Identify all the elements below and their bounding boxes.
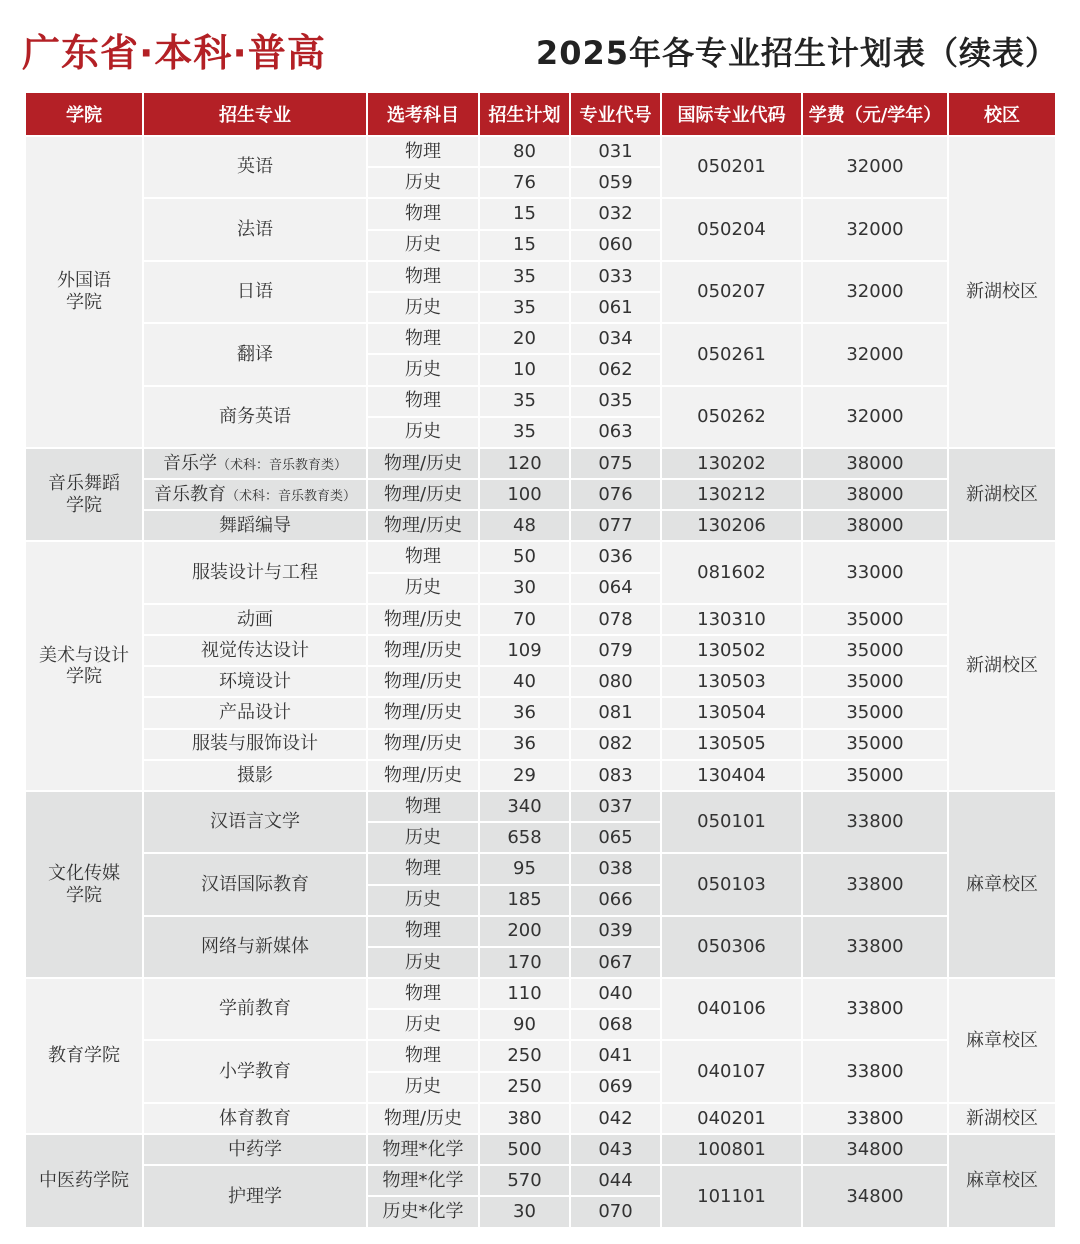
plan: 90 <box>479 1009 570 1040</box>
fee: 34800 <box>802 1134 948 1165</box>
group-foreign-languages <box>25 136 1056 448</box>
intl-code: 100801 <box>661 1134 802 1165</box>
major-name: 网络与新媒体 <box>143 916 367 978</box>
col-header-college: 学院 <box>25 92 143 136</box>
table-row <box>25 261 1056 292</box>
intl-code: 040106 <box>661 978 802 1040</box>
table-row <box>25 635 1056 666</box>
major-name <box>143 479 367 510</box>
plan: 109 <box>479 635 570 666</box>
major-no: 068 <box>570 1009 661 1040</box>
major-name: 动画 <box>143 604 367 635</box>
major-no: 062 <box>570 354 661 385</box>
col-header-fee: 学费（元/学年） <box>802 92 948 136</box>
major-name: 摄影 <box>143 760 367 791</box>
major-name: 服装设计与工程 <box>143 541 367 603</box>
intl-code: 050103 <box>661 853 802 915</box>
major-label: 音乐学 <box>162 452 217 474</box>
subject: 物理*化学 <box>367 1134 479 1165</box>
table-row <box>25 1134 1056 1165</box>
major-no: 067 <box>570 947 661 978</box>
table-row <box>25 604 1056 635</box>
fee: 33800 <box>802 1103 948 1134</box>
subject: 物理 <box>367 261 479 292</box>
major-no: 044 <box>570 1165 661 1196</box>
fee: 38000 <box>802 448 948 479</box>
plan: 15 <box>479 198 570 229</box>
plan: 250 <box>479 1040 570 1071</box>
subject: 物理/历史 <box>367 760 479 791</box>
group-art-design <box>25 541 1056 791</box>
major-no: 037 <box>570 791 661 822</box>
table-row <box>25 541 1056 572</box>
subject: 物理 <box>367 853 479 884</box>
table-row <box>25 697 1056 728</box>
major-name: 学前教育 <box>143 978 367 1040</box>
major-no: 040 <box>570 978 661 1009</box>
plan: 15 <box>479 230 570 261</box>
page-title: 2025年各专业招生计划表（续表） <box>535 34 1058 72</box>
campus: 新湖校区 <box>948 1103 1056 1134</box>
subject: 历史*化学 <box>367 1196 479 1227</box>
major-name: 商务英语 <box>143 386 367 448</box>
major-no: 082 <box>570 729 661 760</box>
subject: 历史 <box>367 1009 479 1040</box>
major-no: 031 <box>570 136 661 167</box>
table-row <box>25 510 1056 541</box>
major-no: 033 <box>570 261 661 292</box>
subject: 历史 <box>367 1072 479 1103</box>
fee: 33800 <box>802 916 948 978</box>
table-row <box>25 323 1056 354</box>
major-no: 043 <box>570 1134 661 1165</box>
table-row <box>25 760 1056 791</box>
plan: 20 <box>479 323 570 354</box>
subject: 物理 <box>367 323 479 354</box>
plan: 570 <box>479 1165 570 1196</box>
major-no: 080 <box>570 666 661 697</box>
fee: 38000 <box>802 510 948 541</box>
plan: 48 <box>479 510 570 541</box>
major-note: （术科：音乐教育类） <box>216 457 347 473</box>
subject: 历史 <box>367 822 479 853</box>
college-label: 美术与设计 学院 <box>39 644 129 688</box>
intl-code: 130502 <box>661 635 802 666</box>
subject: 历史 <box>367 417 479 448</box>
major-no: 076 <box>570 479 661 510</box>
major-no: 078 <box>570 604 661 635</box>
subject: 物理/历史 <box>367 697 479 728</box>
college-name <box>25 791 143 978</box>
subject: 物理/历史 <box>367 666 479 697</box>
fee: 35000 <box>802 666 948 697</box>
college-name <box>25 448 143 542</box>
major-no: 083 <box>570 760 661 791</box>
intl-code: 040201 <box>661 1103 802 1134</box>
major-no: 042 <box>570 1103 661 1134</box>
table-row <box>25 791 1056 822</box>
subject: 物理 <box>367 791 479 822</box>
table-row <box>25 479 1056 510</box>
plan: 36 <box>479 697 570 728</box>
major-no: 034 <box>570 323 661 354</box>
plan: 658 <box>479 822 570 853</box>
major-no: 079 <box>570 635 661 666</box>
major-no: 065 <box>570 822 661 853</box>
major-name: 护理学 <box>143 1165 367 1227</box>
table-row <box>25 198 1056 229</box>
major-name <box>143 448 367 479</box>
plan: 80 <box>479 136 570 167</box>
intl-code: 050261 <box>661 323 802 385</box>
plan: 40 <box>479 666 570 697</box>
major-label: 音乐教育 <box>153 483 226 505</box>
plan: 35 <box>479 261 570 292</box>
major-no: 059 <box>570 167 661 198</box>
group-tcm <box>25 1134 1056 1228</box>
group-music-dance <box>25 448 1056 542</box>
plan: 95 <box>479 853 570 884</box>
fee: 38000 <box>802 479 948 510</box>
plan: 185 <box>479 885 570 916</box>
group-education <box>25 978 1056 1134</box>
major-name: 法语 <box>143 198 367 260</box>
subject: 物理 <box>367 978 479 1009</box>
table-header-row <box>25 92 1056 136</box>
fee: 32000 <box>802 261 948 323</box>
major-name: 小学教育 <box>143 1040 367 1102</box>
fee: 32000 <box>802 136 948 198</box>
plan: 120 <box>479 448 570 479</box>
major-no: 060 <box>570 230 661 261</box>
intl-code: 130504 <box>661 697 802 728</box>
campus: 麻章校区 <box>948 1134 1056 1228</box>
major-no: 069 <box>570 1072 661 1103</box>
col-header-major-no: 专业代号 <box>570 92 661 136</box>
intl-code: 050262 <box>661 386 802 448</box>
table-row <box>25 386 1056 417</box>
fee: 32000 <box>802 198 948 260</box>
fee: 33800 <box>802 791 948 853</box>
table-row <box>25 1040 1056 1071</box>
col-header-subject: 选考科目 <box>367 92 479 136</box>
college-name <box>25 136 143 448</box>
major-no: 035 <box>570 386 661 417</box>
plan: 100 <box>479 479 570 510</box>
major-no: 061 <box>570 292 661 323</box>
intl-code: 050204 <box>661 198 802 260</box>
major-name: 英语 <box>143 136 367 198</box>
intl-code: 130505 <box>661 729 802 760</box>
major-note: （术科：音乐教育类） <box>225 488 356 504</box>
subject: 物理 <box>367 916 479 947</box>
college-name: 中医药学院 <box>25 1134 143 1228</box>
plan: 35 <box>479 292 570 323</box>
college-label: 外国语 学院 <box>57 270 111 313</box>
major-name: 汉语言文学 <box>143 791 367 853</box>
major-name: 服装与服饰设计 <box>143 729 367 760</box>
intl-code: 081602 <box>661 541 802 603</box>
plan: 70 <box>479 604 570 635</box>
subject: 物理/历史 <box>367 479 479 510</box>
col-header-major: 招生专业 <box>143 92 367 136</box>
plan: 200 <box>479 916 570 947</box>
plan: 340 <box>479 791 570 822</box>
table-row <box>25 136 1056 167</box>
subject: 物理 <box>367 386 479 417</box>
subject: 历史 <box>367 885 479 916</box>
subject: 物理 <box>367 1040 479 1071</box>
col-header-intl-code: 国际专业代码 <box>661 92 802 136</box>
fee: 32000 <box>802 386 948 448</box>
table-row <box>25 729 1056 760</box>
intl-code: 130310 <box>661 604 802 635</box>
major-name: 环境设计 <box>143 666 367 697</box>
plan: 35 <box>479 417 570 448</box>
subject: 历史 <box>367 292 479 323</box>
subject: 历史 <box>367 573 479 604</box>
college-name: 教育学院 <box>25 978 143 1134</box>
fee: 35000 <box>802 729 948 760</box>
major-no: 038 <box>570 853 661 884</box>
subject: 物理 <box>367 198 479 229</box>
plan: 76 <box>479 167 570 198</box>
major-name: 翻译 <box>143 323 367 385</box>
table-row <box>25 1103 1056 1134</box>
subject: 物理 <box>367 541 479 572</box>
campus: 新湖校区 <box>948 541 1056 791</box>
fee: 35000 <box>802 635 948 666</box>
intl-code: 130212 <box>661 479 802 510</box>
campus: 新湖校区 <box>948 136 1056 448</box>
plan: 36 <box>479 729 570 760</box>
major-no: 032 <box>570 198 661 229</box>
group-culture-media <box>25 791 1056 978</box>
plan: 380 <box>479 1103 570 1134</box>
subject: 物理/历史 <box>367 604 479 635</box>
intl-code: 101101 <box>661 1165 802 1227</box>
campus: 麻章校区 <box>948 978 1056 1103</box>
fee: 34800 <box>802 1165 948 1227</box>
page-header <box>0 0 1080 90</box>
intl-code: 050201 <box>661 136 802 198</box>
major-no: 063 <box>570 417 661 448</box>
fee: 35000 <box>802 760 948 791</box>
college-name <box>25 541 143 791</box>
fee: 33000 <box>802 541 948 603</box>
plan: 10 <box>479 354 570 385</box>
major-name: 视觉传达设计 <box>143 635 367 666</box>
plan: 50 <box>479 541 570 572</box>
table-row <box>25 666 1056 697</box>
table-row <box>25 853 1056 884</box>
table-row <box>25 448 1056 479</box>
plan: 170 <box>479 947 570 978</box>
subject: 历史 <box>367 230 479 261</box>
major-name: 日语 <box>143 261 367 323</box>
fee: 35000 <box>802 697 948 728</box>
plan: 30 <box>479 1196 570 1227</box>
subject: 物理 <box>367 136 479 167</box>
subject: 物理/历史 <box>367 448 479 479</box>
subject: 历史 <box>367 354 479 385</box>
major-name: 产品设计 <box>143 697 367 728</box>
plan: 35 <box>479 386 570 417</box>
intl-code: 130503 <box>661 666 802 697</box>
fee: 33800 <box>802 853 948 915</box>
intl-code: 040107 <box>661 1040 802 1102</box>
campus: 新湖校区 <box>948 448 1056 542</box>
fee: 33800 <box>802 1040 948 1102</box>
plan: 110 <box>479 978 570 1009</box>
major-no: 036 <box>570 541 661 572</box>
intl-code: 050101 <box>661 791 802 853</box>
subject: 物理/历史 <box>367 1103 479 1134</box>
major-no: 081 <box>570 697 661 728</box>
plan: 500 <box>479 1134 570 1165</box>
plan: 30 <box>479 573 570 604</box>
major-name: 汉语国际教育 <box>143 853 367 915</box>
subject: 历史 <box>367 947 479 978</box>
major-name: 中药学 <box>143 1134 367 1165</box>
fee: 33800 <box>802 978 948 1040</box>
plan: 250 <box>479 1072 570 1103</box>
major-name: 舞蹈编导 <box>143 510 367 541</box>
brand-title: 广东省·本科·普高 <box>22 31 326 75</box>
major-no: 039 <box>570 916 661 947</box>
subject: 物理/历史 <box>367 635 479 666</box>
campus: 麻章校区 <box>948 791 1056 978</box>
subject: 物理/历史 <box>367 729 479 760</box>
col-header-campus: 校区 <box>948 92 1056 136</box>
fee: 32000 <box>802 323 948 385</box>
table-row <box>25 1165 1056 1196</box>
major-no: 077 <box>570 510 661 541</box>
subject: 物理/历史 <box>367 510 479 541</box>
major-no: 066 <box>570 885 661 916</box>
table-row <box>25 978 1056 1009</box>
major-name: 体育教育 <box>143 1103 367 1134</box>
major-no: 041 <box>570 1040 661 1071</box>
intl-code: 050306 <box>661 916 802 978</box>
plan: 29 <box>479 760 570 791</box>
fee: 35000 <box>802 604 948 635</box>
major-no: 070 <box>570 1196 661 1227</box>
subject: 物理*化学 <box>367 1165 479 1196</box>
intl-code: 130206 <box>661 510 802 541</box>
table-row <box>25 916 1056 947</box>
college-label: 音乐舞蹈 学院 <box>48 473 120 516</box>
col-header-plan: 招生计划 <box>479 92 570 136</box>
major-no: 064 <box>570 573 661 604</box>
subject: 历史 <box>367 167 479 198</box>
enrollment-plan-table <box>24 91 1057 1229</box>
college-label: 文化传媒 学院 <box>48 862 120 906</box>
intl-code: 130202 <box>661 448 802 479</box>
major-no: 075 <box>570 448 661 479</box>
intl-code: 050207 <box>661 261 802 323</box>
intl-code: 130404 <box>661 760 802 791</box>
